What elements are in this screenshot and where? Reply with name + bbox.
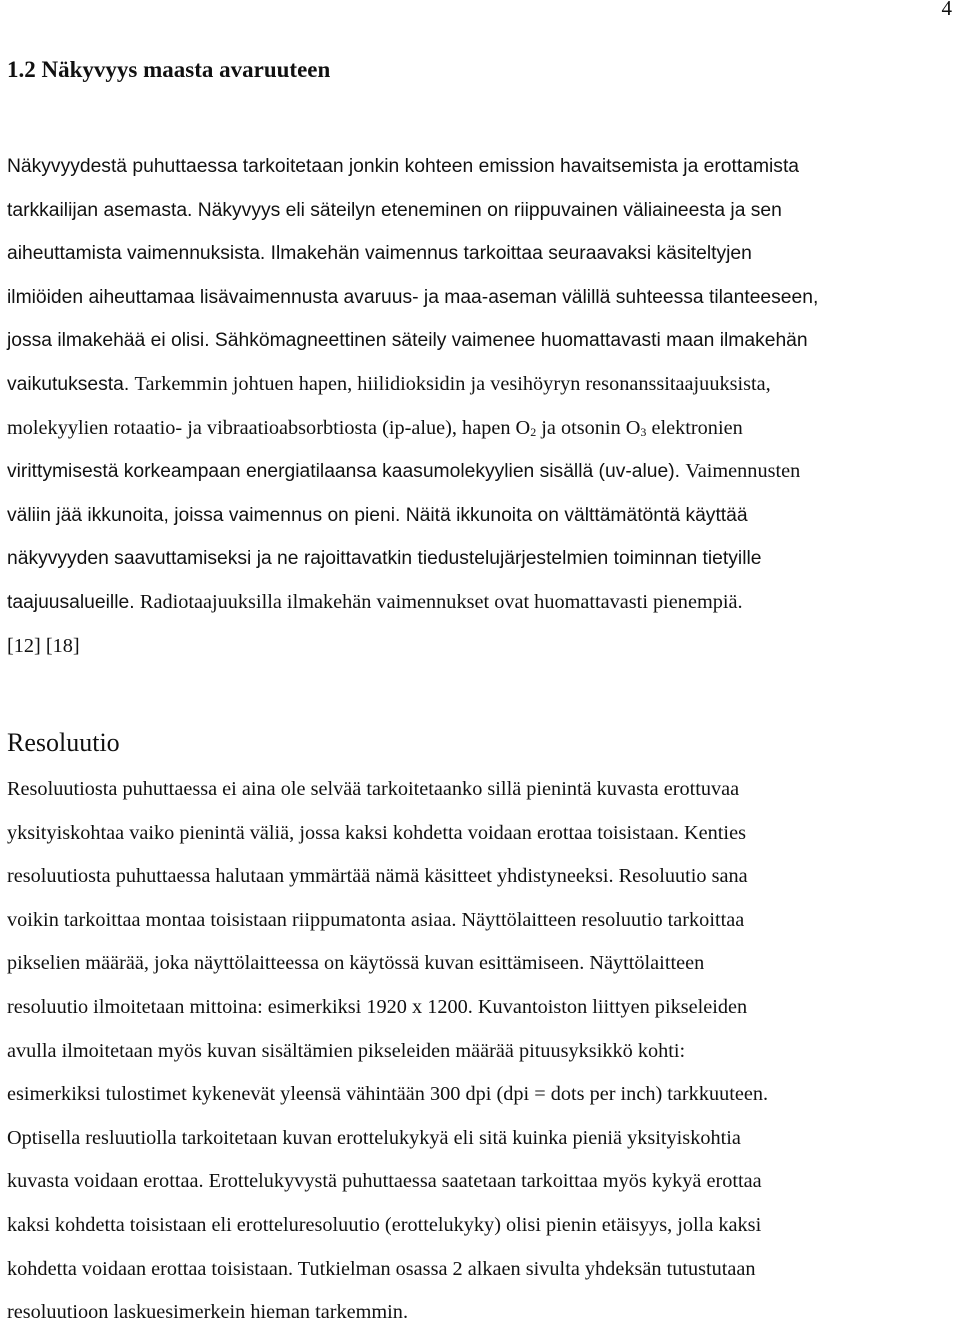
text-line [7, 319, 957, 363]
text-segment: Resoluutiosta puhuttaessa ei aina ole selvää tarkoitetaanko sillä pienintä kuvasta erottuvaa [7, 778, 740, 800]
subscript: 3 [640, 424, 647, 439]
text-line [7, 363, 957, 407]
text-segment: Näkyvyydestä puhuttaessa tarkoitetaan jonkin kohteen emission havaitsemista ja erottamista [7, 156, 800, 177]
text-segment: kohdetta voidaan erottaa toisistaan. Tutkielman osassa 2 alkaen sivulta yhdeksän tutustutaan [7, 1257, 756, 1280]
paragraph-visibility [7, 145, 957, 668]
text-line [7, 1160, 957, 1204]
text-line [7, 1030, 957, 1074]
text-segment: avulla ilmoitetaan myös kuvan sisältämien pikseleiden määrää pituusyksikkö kohti: [7, 1039, 686, 1062]
text-segment: väliin jää ikkunoita, joissa vaimennus on pieni. Näitä ikkunoita on välttämätöntä käyttää [7, 504, 748, 526]
text-line [7, 812, 957, 856]
text-segment: molekyylien rotaatio- ja vibraatioabsorbtiosta (ip-alue), hapen O [7, 416, 531, 439]
paragraph-resolution [7, 768, 957, 1335]
text-line [7, 1248, 957, 1292]
text-line [7, 768, 957, 812]
text-segment: ilmiöiden aiheuttamaa lisävaimennusta avaruus- ja maa-aseman välillä suhteessa tilanteeseen, [7, 286, 819, 308]
text-segment: aiheuttamista vaimennuksista. Ilmakehän vaimennus tarkoittaa seuraavaksi käsiteltyjen [7, 243, 752, 265]
text-segment: näkyvyyden saavuttamiseksi ja ne rajoittavatkin tiedustelujärjestelmien toiminnan tietyille [7, 548, 762, 570]
text-segment: jossa ilmakehää ei olisi. Sähkömagneettinen säteily vaimenee huomattavasti maan ilmakehän [7, 330, 808, 352]
text-segment: [12] [18] [7, 634, 80, 657]
text-segment: Optisella resluutiolla tarkoitetaan kuvan erottelukykyä eli sitä kuinka pieniä yksityiskohtia [7, 1126, 741, 1149]
text-line [7, 942, 957, 986]
text-line [7, 581, 957, 625]
text-line [7, 189, 957, 233]
text-line [7, 537, 957, 581]
text-line [7, 407, 957, 451]
text-segment: resoluutio ilmoitetaan mittoina: esimerkiksi 1920 x 1200. Kuvantoiston liittyen pikseleiden [7, 995, 748, 1018]
text-segment: resoluutiosta puhuttaessa halutaan ymmärtää nämä käsitteet yhdistyneeksi. Resoluutio sana [7, 865, 748, 888]
text-line [7, 494, 957, 538]
text-segment: vaikutuksesta. [7, 373, 135, 395]
text-segment: resoluutioon laskuesimerkein hieman tarkemmin. [7, 1301, 409, 1324]
text-segment: esimerkiksi tulostimet kykenevät yleensä vähintään 300 dpi (dpi = dots per inch) tarkkuuteen. [7, 1083, 769, 1106]
subscript: 2 [530, 424, 537, 439]
text-segment: kuvasta voidaan erottaa. Erottelukyvystä puhuttaessa saatetaan tarkoittaa myös kykyä erottaa [7, 1170, 762, 1193]
text-segment: yksityiskohtaa vaiko pienintä väliä, jossa kaksi kohdetta voidaan erottaa toisistaan. Kenties [7, 821, 746, 844]
text-segment: tarkkailijan asemasta. Näkyvyys eli säteilyn eteneminen on riippuvainen väliaineesta ja sen [7, 199, 782, 221]
section-heading-visibility: 1.2 Näkyvyys maasta avaruuteen [7, 57, 331, 82]
text-segment: Vaimennusten [685, 460, 801, 483]
text-segment: ja otsonin O [536, 416, 641, 439]
text-segment: elektronien [646, 416, 743, 439]
text-line [7, 1291, 957, 1335]
text-line [7, 450, 957, 494]
text-segment: taajuusalueille. [7, 591, 140, 613]
text-line [7, 145, 957, 189]
text-line [7, 986, 957, 1030]
text-line [7, 855, 957, 899]
text-line [7, 625, 957, 669]
text-segment: virittymisestä korkeampaan energiatilaansa kaasumolekyylien sisällä (uv-alue). [7, 461, 686, 483]
text-line [7, 1117, 957, 1161]
text-segment: pikselien määrää, joka näyttölaitteessa on käytössä kuvan esittämiseen. Näyttölaitteen [7, 952, 705, 975]
section-heading-resolution: Resoluutio [7, 728, 120, 757]
text-segment: Radiotaajuuksilla ilmakehän vaimennukset ovat huomattavasti pienempiä. [139, 590, 743, 613]
text-line [7, 1204, 957, 1248]
text-segment: voikin tarkoittaa montaa toisistaan riippumatonta asiaa. Näyttölaitteen resoluutio tarkoittaa [7, 908, 745, 931]
text-line [7, 1073, 957, 1117]
text-line [7, 899, 957, 943]
text-line [7, 232, 957, 276]
text-segment: kaksi kohdetta toisistaan eli erotteluresoluutio (erottelukyky) olisi pienin etäisyys, jolla kaksi [7, 1213, 762, 1236]
text-line [7, 276, 957, 320]
text-segment: Tarkemmin johtuen hapen, hiilidioksidin ja vesihöyryn resonanssitaajuuksista, [134, 372, 771, 395]
page-number: 4 [941, 0, 952, 20]
